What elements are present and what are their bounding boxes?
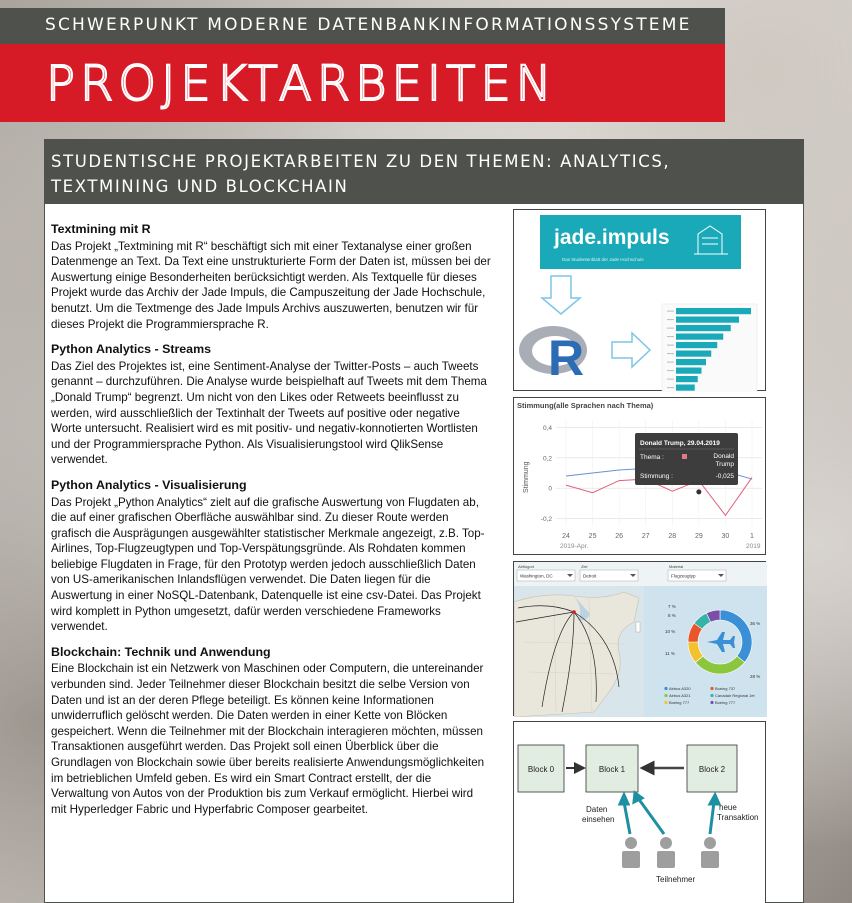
jade-impuls-logo-text: jade.impuls — [554, 226, 670, 249]
article-textmining — [51, 222, 491, 332]
article-body: Eine Blockchain ist ein Netzwerk von Maschinen oder Computern, die untereinander verbunden sind. Jeder Teilnehmer dieser Blockchain besitzt die selbe Version von Daten und ist an der deren Pflege beteiligt. Es können keine Informationen unwiderruflich gelöscht werden. Die Daten werden in einer Kette von Blöcken gespeichert. Wenn die Teilnehmer mit der Blockchain interagieren möchten, müssen Transaktionen ausgeführt werden. Das Projekt soll einen Überblick über die Grundlagen von Blockchain sowie über bereits realisierte Anwendungsmöglichkeiten im betrieblichen Umfeld geben. Es wird ein Smart Contract erstellt, der die Verwaltung von Autos von der Produktion bis zum Verkauf ermöglicht. Hierbei wird mit Hyperledger Fabric und Hyperfabric Composer gearbeitet. — [51, 662, 485, 816]
flight-material-select[interactable] — [668, 570, 726, 581]
article-blockchain — [51, 645, 491, 818]
x-tick-label: 29 — [694, 533, 703, 540]
word-frequency-bar — [676, 385, 695, 391]
tooltip-row1-label: Thema : — [640, 454, 664, 461]
figure-textmining — [513, 209, 766, 391]
article-python-streams — [51, 342, 491, 468]
person-icon — [657, 837, 675, 868]
jade-impuls-logo-sub: Das Studentenblatt der Jade Hochschule — [562, 257, 644, 262]
y-tick-label: -0,2 — [540, 515, 552, 523]
word-frequency-bar — [676, 308, 751, 314]
article-body: Das Ziel des Projektes ist, eine Sentiment-Analyse der Twitter-Posts – auch Tweets genannt – durchzuführen. Die Analyse wurde beispielhaft auf Tweets mit dem Thema „Donald Trump“ begrenzt. Um nicht von den Likes oder Retweets beeinflusst zu werden, wird ausschließlich der Textinhalt der Tweets auf positive oder negative Worte untersucht. Realisiert wird es mit positiv- und negativ-konnotierten Wortlisten und der Programmiersprache Python. Als Visualisierungstool wird QlikSense verwendet. — [51, 359, 487, 467]
section-heading-line-1: STUDENTISCHE PROJEKTARBEITEN ZU DEN THEMEN: ANALYTICS, — [51, 152, 671, 171]
block-2-label: Block 2 — [698, 765, 726, 774]
figure-blockchain-svg — [514, 722, 767, 903]
figure-blockchain — [513, 721, 766, 903]
label-transaction-2: Transaktion — [717, 813, 759, 822]
y-tick-label: 0,4 — [542, 425, 552, 433]
x-tick-label: 24 — [562, 533, 570, 540]
legend-swatch — [710, 694, 713, 697]
x-tick-label: 27 — [641, 533, 650, 540]
word-frequency-bar — [676, 325, 731, 331]
figure-streams — [513, 397, 766, 555]
tooltip-color-swatch — [682, 454, 687, 459]
legend-label: Airbus A320 — [669, 686, 691, 691]
legend-swatch — [664, 694, 667, 697]
flight-to-select[interactable] — [580, 570, 638, 581]
word-frequency-bar — [676, 351, 711, 357]
pct-label: 11 % — [665, 651, 675, 656]
label-participants: Teilnehmer — [656, 875, 696, 884]
pct-label: 28 % — [750, 674, 761, 679]
x-sub-label: 2019 — [746, 543, 761, 550]
article-body: Das Projekt „Python Analytics“ zielt auf die grafische Auswertung von Flugdaten ab, die auf einer grafischen Oberfläche auswählbar sind. Zu dieser Route werden grafisch die Ausprägungen ausgewählter statistischer Merkmale angezeigt, z.B. Top-Airlines, Top-Flugzeugtypen und Top-Verspätungsgründe. Als Rohdaten kommen beliebige Flugdaten in Frage, für den Prototyp werden jedoch ausschließlich Daten von US-amerikanischen Inlandsflügen verwendet. Die Daten liegen für die Auswertung in einer NoSQL-Datenbank, Datenquelle ist eine csv-Datei. Das Projekt wird komplett in Python umgesetzt, dafür werden verschiedene Frameworks verwendet. — [51, 495, 485, 634]
hover-point — [696, 489, 701, 494]
figure-textmining-svg — [514, 210, 767, 392]
page-title: PROJEKTARBEITEN — [0, 44, 725, 122]
figure-flights — [513, 561, 766, 716]
svg-text:Detroit: Detroit — [583, 573, 597, 579]
legend-label: Canadair Regional Jet — [715, 693, 755, 698]
word-frequency-bar — [676, 376, 698, 382]
article-python-visualisierung — [51, 478, 491, 635]
legend-swatch — [664, 701, 667, 704]
tooltip-row2-value: -0,025 — [715, 473, 734, 480]
legend-swatch — [710, 687, 713, 690]
svg-text:Flugzeugtyp: Flugzeugtyp — [671, 573, 696, 579]
legend-label: Boeing 737 — [715, 686, 736, 691]
figure-streams-svg — [514, 398, 767, 556]
legend-label: Boeing 777 — [715, 700, 736, 705]
sentiment-chart-title: Stimmung(alle Sprachen nach Thema) — [517, 401, 654, 410]
legend-swatch — [710, 701, 713, 704]
down-arrow-icon — [542, 276, 580, 314]
label-data-2: einsehen — [582, 815, 615, 824]
block-1-label: Block 1 — [598, 765, 626, 774]
word-frequency-bar — [676, 368, 702, 374]
sentiment-tooltip — [635, 433, 738, 485]
right-arrow-icon — [612, 333, 650, 367]
block-0-label: Block 0 — [527, 765, 555, 774]
x-tick-label: 1 — [750, 533, 754, 540]
x-tick-label: 30 — [721, 533, 730, 540]
participant-icons — [622, 837, 719, 868]
x-tick-label: 26 — [615, 533, 624, 540]
article-body: Das Projekt „Textmining mit R“ beschäftigt sich mit einer Textanalyse einer großen Datenmenge an Text. Da Text eine unstrukturierte Form der Daten ist, müssen bei der Auswertung einige Besonderheiten berücksichtigt werden. Als Textquelle für dieses Projekt wurde das Archiv der Jade Impuls, die Campuszeitung der Jade Hochschule, benutzt. Um die Textmenge des Jade Impuls Archivs auszuwerten, benutzen wir für dieses Projekt die Programmiersprache R. — [51, 239, 491, 331]
participant-arrows — [620, 793, 719, 834]
section-heading — [45, 140, 803, 204]
svg-text:Washington, DC: Washington, DC — [520, 573, 553, 579]
article-title: Python Analytics - Streams — [51, 342, 211, 357]
tooltip-row1-value-a: Donald — [713, 453, 734, 460]
legend-label: Boeing 777 — [669, 700, 690, 705]
word-frequency-bar — [676, 317, 739, 323]
person-icon — [622, 837, 640, 868]
legend-swatch — [664, 687, 667, 690]
person-icon — [701, 837, 719, 868]
tooltip-header: Donald Trump, 29.04.2019 — [640, 440, 720, 447]
x-sub-label: 2019-Apr. — [560, 543, 589, 550]
x-tick-label: 25 — [588, 533, 597, 540]
projects-section — [44, 139, 804, 903]
article-title: Blockchain: Technik und Anwendung — [51, 644, 271, 659]
tooltip-row2-label: Stimmung : — [640, 473, 673, 480]
y-tick-label: 0,2 — [542, 455, 552, 463]
pct-label: 8 % — [668, 613, 676, 618]
y-tick-label: 0 — [548, 485, 552, 493]
pct-label: 7 % — [668, 604, 676, 609]
sentiment-chart-ylabel: Stimmung — [523, 461, 530, 493]
figure-flights-svg — [514, 562, 767, 717]
article-title: Python Analytics - Visualisierung — [51, 477, 247, 492]
flight-material-label: Material — [669, 564, 684, 569]
label-data-1: Daten — [586, 805, 608, 814]
pct-label: 10 % — [665, 629, 676, 634]
flight-from-select[interactable] — [517, 570, 575, 581]
flight-from-label: Abflugort — [518, 564, 535, 569]
word-frequency-chart — [662, 304, 757, 392]
r-letter: R — [548, 330, 585, 386]
flight-to-label: Ziel — [581, 564, 588, 569]
word-frequency-bar — [676, 359, 706, 365]
word-frequency-bar — [676, 334, 723, 340]
us-map — [514, 586, 644, 717]
tooltip-row1-value-b: Trump — [715, 461, 734, 468]
section-heading-line-2: TEXTMINING UND BLOCKCHAIN — [51, 177, 349, 196]
legend-label: Airbus A321 — [669, 693, 691, 698]
r-logo-icon — [519, 326, 587, 386]
articles-column — [51, 222, 491, 827]
article-title: Textmining mit R — [51, 222, 151, 236]
word-frequency-bar — [676, 342, 717, 348]
x-tick-label: 28 — [668, 533, 677, 540]
header-subtitle: SCHWERPUNKT MODERNE DATENBANKINFORMATIONSSYSTEME — [0, 8, 725, 44]
pct-label: 36 % — [750, 621, 761, 626]
label-transaction-1: neue — [719, 803, 737, 812]
